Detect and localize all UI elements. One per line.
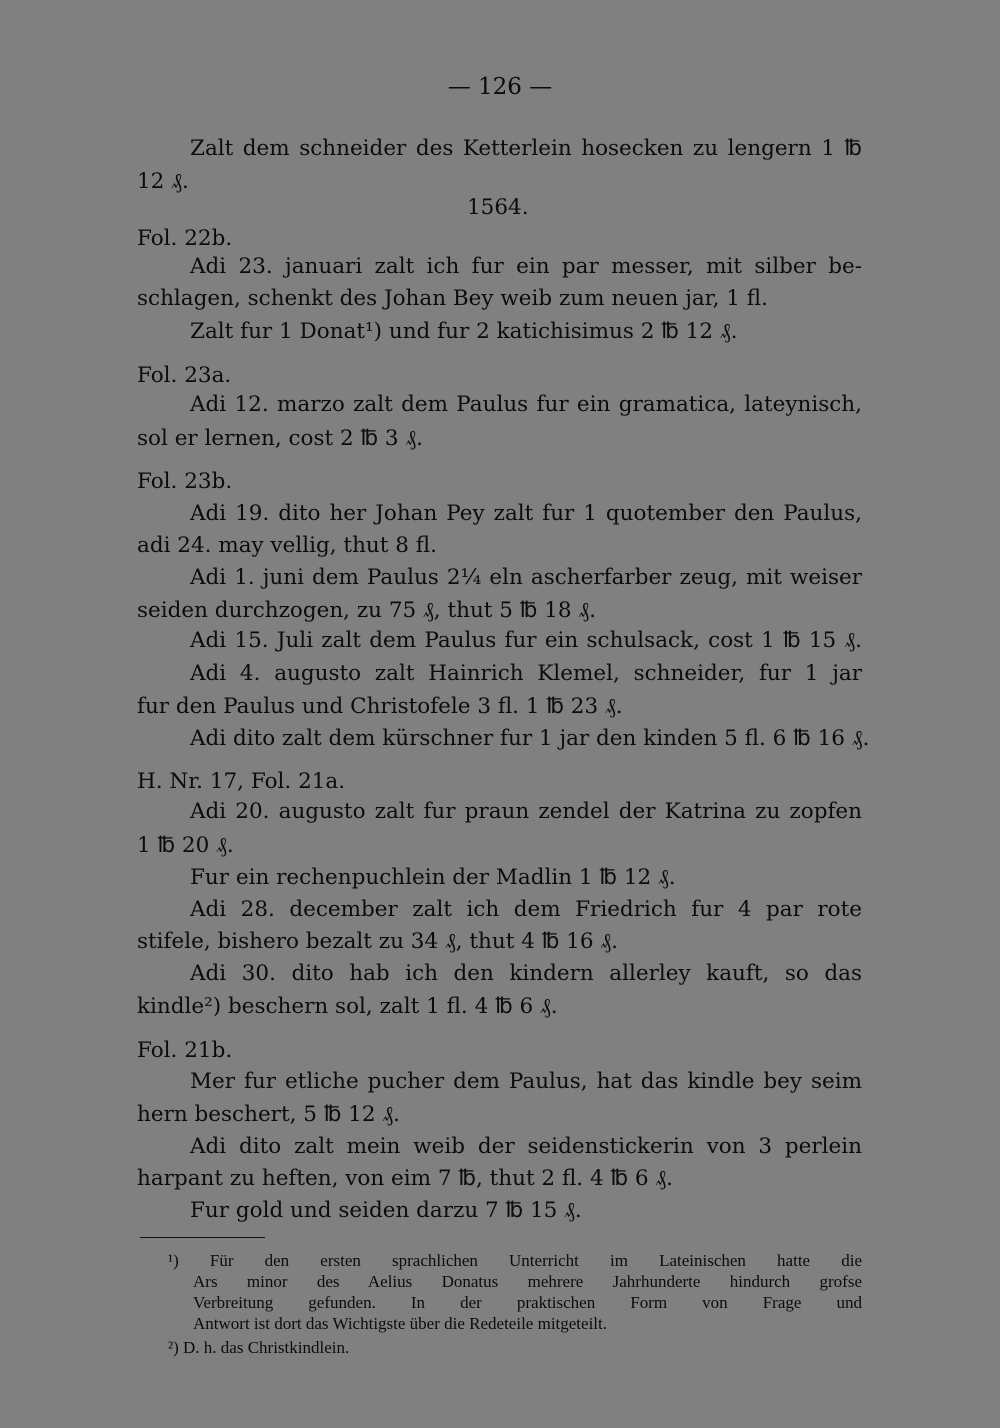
- text-line: fur den Paulus und Christofele 3 fl. 1 ℔ 23 ₰.: [137, 694, 623, 719]
- text-line: 1564.: [467, 195, 529, 220]
- text-line: Adi 15. Juli zalt dem Paulus fur ein schulsack, cost 1 ℔ 15 ₰.: [190, 628, 862, 653]
- text-line: 1 ℔ 20 ₰.: [137, 833, 234, 858]
- text-line: Adi 12. marzo zalt dem Paulus fur ein gramatica, lateynisch,: [190, 392, 862, 417]
- footnote-line: ¹) Für den ersten sprachlichen Unterricht im Lateinischen hatte die: [168, 1251, 862, 1270]
- text-line: Adi 23. januari zalt ich fur ein par messer, mit silber be-: [190, 254, 862, 279]
- text-line: Zalt dem schneider des Ketterlein hosecken zu lengern 1 ℔: [190, 136, 862, 161]
- page-number: — 126 —: [447, 74, 553, 100]
- text-line: Adi 4. augusto zalt Hainrich Klemel, schneider, fur 1 jar: [190, 661, 862, 686]
- text-line: kindle²) beschern sol, zalt 1 fl. 4 ℔ 6 ₰.: [137, 994, 558, 1019]
- text-line: Adi 28. december zalt ich dem Friedrich fur 4 par rote: [190, 897, 862, 922]
- text-line: adi 24. may vellig, thut 8 fl.: [137, 533, 437, 558]
- text-line: sol er lernen, cost 2 ℔ 3 ₰.: [137, 426, 424, 451]
- text-line: Adi 1. juni dem Paulus 2¼ eln ascherfarber zeug, mit weiser: [190, 565, 862, 590]
- text-line: hern beschert, 5 ℔ 12 ₰.: [137, 1102, 400, 1127]
- text-line: H. Nr. 17, Fol. 21a.: [137, 769, 346, 794]
- text-line: stifele, bishero bezalt zu 34 ₰, thut 4 ℔ 16 ₰.: [137, 929, 618, 954]
- text-line: Fol. 21b.: [137, 1038, 233, 1063]
- text-line: Adi dito zalt dem kürschner fur 1 jar den kinden 5 fl. 6 ℔ 16 ₰.: [190, 726, 870, 751]
- text-line: Fur ein rechenpuchlein der Madlin 1 ℔ 12 ₰.: [190, 865, 676, 890]
- footnote-line: Verbreitung gefunden. In der praktischen Form von Frage und: [193, 1293, 862, 1312]
- text-line: Fur gold und seiden darzu 7 ℔ 15 ₰.: [190, 1198, 582, 1223]
- footnote-divider: [140, 1237, 265, 1238]
- text-line: Adi 20. augusto zalt fur praun zendel der Katrina zu zopfen: [190, 799, 862, 824]
- text-line: harpant zu heften, von eim 7 ℔, thut 2 fl. 4 ℔ 6 ₰.: [137, 1166, 673, 1191]
- text-line: Mer fur etliche pucher dem Paulus, hat das kindle bey seim: [190, 1069, 862, 1094]
- text-line: schlagen, schenkt des Johan Bey weib zum neuen jar, 1 fl.: [137, 286, 768, 311]
- text-line: Zalt fur 1 Donat¹) und fur 2 katichisimus 2 ℔ 12 ₰.: [190, 319, 738, 344]
- text-line: Fol. 22b.: [137, 226, 233, 251]
- text-line: Fol. 23b.: [137, 469, 233, 494]
- text-line: Fol. 23a.: [137, 363, 232, 388]
- text-line: Adi 30. dito hab ich den kindern allerley kauft, so das: [190, 961, 862, 986]
- text-line: Adi dito zalt mein weib der seidenstickerin von 3 perlein: [190, 1134, 862, 1159]
- text-line: Adi 19. dito her Johan Pey zalt fur 1 quotember den Paulus,: [190, 501, 862, 526]
- text-line: 12 ₰.: [137, 169, 189, 194]
- footnote-line: ²) D. h. das Christkindlein.: [168, 1338, 350, 1357]
- footnote-line: Ars minor des Aelius Donatus mehrere Jahrhunderte hindurch grofse: [193, 1272, 862, 1291]
- text-line: seiden durchzogen, zu 75 ₰, thut 5 ℔ 18 ₰.: [137, 598, 596, 623]
- footnote-line: Antwort ist dort das Wichtigste über die Redeteile mitgeteilt.: [193, 1314, 607, 1333]
